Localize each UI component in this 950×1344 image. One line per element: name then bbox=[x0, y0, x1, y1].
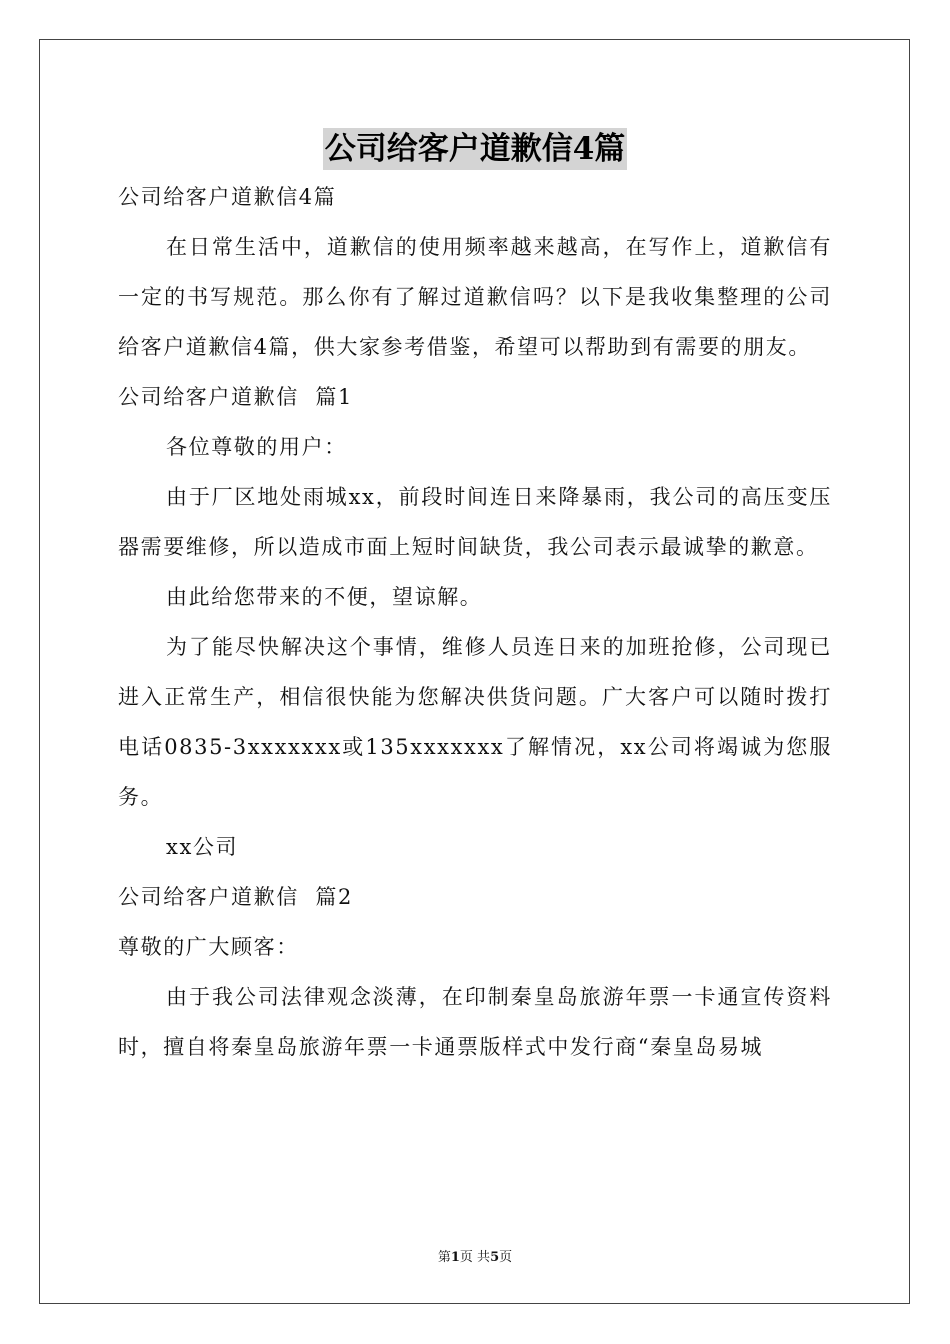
footer-total-pages: 5 bbox=[490, 1250, 500, 1265]
paragraph: 尊敬的广大顾客： bbox=[118, 935, 299, 959]
paragraph: 在日常生活中，道歉信的使用频率越来越高，在写作上，道歉信有一定的书写规范。那么你有了解过道歉信吗？以下是我收集整理的公司给客户道歉信4篇，供大家参考借鉴，希望可以帮助到有需要的朋友。 bbox=[118, 235, 832, 359]
paragraph: 各位尊敬的用户： bbox=[166, 435, 347, 459]
title-container bbox=[0, 128, 950, 170]
paragraph: 公司给客户道歉信 篇1 bbox=[118, 385, 353, 409]
document-title: 公司给客户道歉信4篇 bbox=[323, 128, 628, 170]
paragraph: 由于我公司法律观念淡薄，在印制秦皇岛旅游年票一卡通宣传资料时，擅自将秦皇岛旅游年票一卡通票版样式中发行商“秦皇岛易城 bbox=[118, 985, 832, 1059]
paragraph: xx公司 bbox=[166, 835, 239, 859]
document-body bbox=[118, 172, 832, 1072]
footer-suffix: 页 bbox=[499, 1250, 513, 1265]
footer-mid: 页 共 bbox=[459, 1250, 491, 1265]
page-footer bbox=[0, 1246, 950, 1265]
paragraph: 为了能尽快解决这个事情，维修人员连日来的加班抢修，公司现已进入正常生产，相信很快能为您解决供货问题。广大客户可以随时拨打电话0835-3xxxxxxx或135xxxxxxx了解情况，xx公司将竭诚为您服务。 bbox=[118, 635, 832, 809]
footer-prefix: 第 bbox=[437, 1250, 451, 1265]
footer-current-page: 1 bbox=[450, 1250, 460, 1265]
paragraph: 公司给客户道歉信4篇 bbox=[118, 185, 337, 209]
paragraph: 由于厂区地处雨城xx，前段时间连日来降暴雨，我公司的高压变压器需要维修，所以造成市面上短时间缺货，我公司表示最诚挚的歉意。 bbox=[118, 485, 832, 559]
paragraph: 公司给客户道歉信 篇2 bbox=[118, 885, 353, 909]
paragraph: 由此给您带来的不便，望谅解。 bbox=[166, 585, 483, 609]
